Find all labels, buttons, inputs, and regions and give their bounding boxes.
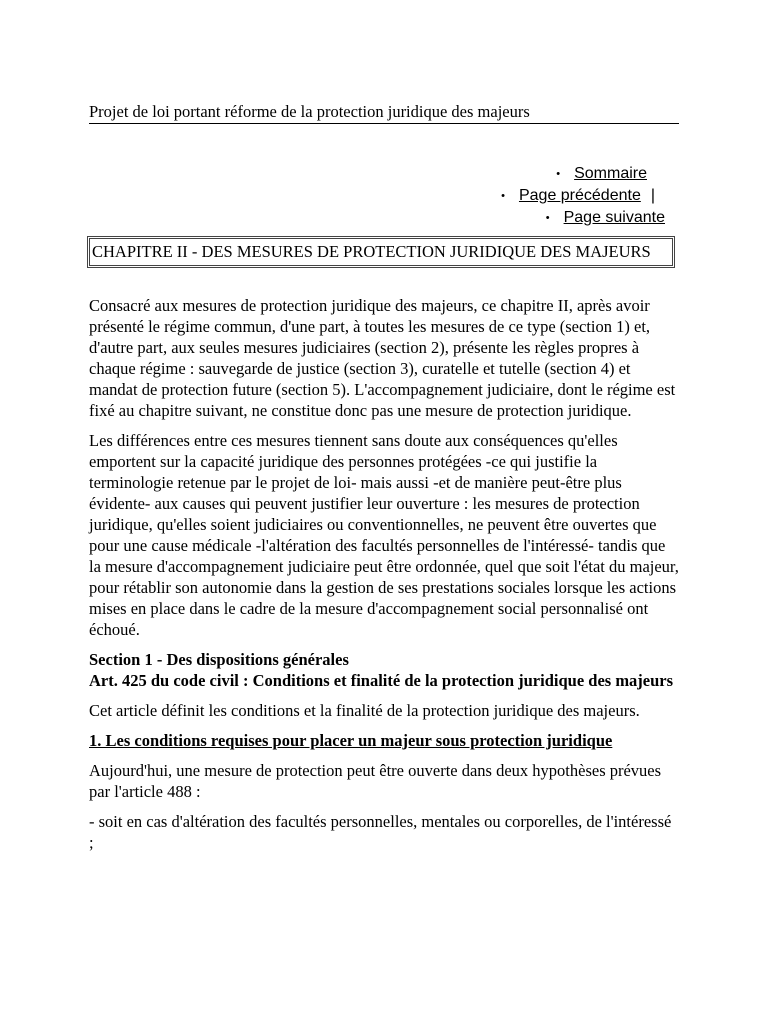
section-heading: Section 1 - Des dispositions générales <box>89 650 349 669</box>
section-heading-block <box>89 649 679 691</box>
article-heading: Art. 425 du code civil : Conditions et finalité de la protection juridique des majeurs <box>89 671 674 690</box>
nav-separator: | <box>650 187 655 204</box>
nav-item-summary <box>89 163 665 185</box>
paragraph-differences: Les différences entre ces mesures tiennent sans doute aux conséquences qu'elles emportent sur la capacité juridique des personnes protégées -ce qui justifie la terminologie retenue par le projet de loi- mais aussi -et de manière peut-être plus évidente- aux causes qui peuvent justifier leur ouverture : les mesures de protection juridique, qu'elles soient judiciaires ou conventionnelles, ne peuvent être ouvertes que pour une cause médicale -l'altération des facultés personnelles de l'intéressé- tandis que la mesure d'accompagnement judiciaire peut être ordonnée, quel que soit l'état du majeur, pour rétablir son autonomie dans la gestion de ses prestations sociales lorsque les actions mises en place dans le cadre de la mesure d'accompagnement social personnalisé ont échoué. <box>89 431 679 639</box>
chapter-heading: CHAPITRE II - DES MESURES DE PROTECTION JURIDIQUE DES MAJEURS <box>87 236 675 268</box>
summary-link[interactable]: Sommaire <box>574 165 647 182</box>
previous-page-link[interactable]: Page précédente <box>518 187 641 204</box>
paragraph-intro: Consacré aux mesures de protection juridique des majeurs, ce chapitre II, après avoir présenté le régime commun, d'une part, à toutes les mesures de ce type (section 1) et, d'autre part, aux seules mesures judiciaires (section 2), présente les règles propres à chaque régime : sauvegarde de justice (section 3), curatelle et tutelle (section 4) et mandat de protection future (section 5). L'accompagnement judiciaire, dont le régime est fixé au chapitre suivant, ne constitue donc pas une mesure de protection juridique. <box>89 296 676 420</box>
paragraph-current-law: Aujourd'hui, une mesure de protection peut être ouverte dans deux hypothèses prévues par l'article 488 : <box>89 761 662 801</box>
nav-item-next <box>89 207 665 229</box>
paragraph-article-definition: Cet article définit les conditions et la finalité de la protection juridique des majeurs. <box>89 701 640 720</box>
subsection-heading: 1. Les conditions requises pour placer un majeur sous protection juridique <box>89 731 613 750</box>
nav-item-previous <box>89 185 665 207</box>
paragraph-first-case: - soit en cas d'altération des facultés personnelles, mentales ou corporelles, de l'intéressé ; <box>89 812 672 852</box>
document-body <box>89 295 679 862</box>
document-title: Projet de loi portant réforme de la protection juridique des majeurs <box>89 101 679 124</box>
page-navigation <box>89 163 665 229</box>
next-page-link[interactable]: Page suivante <box>563 209 665 226</box>
